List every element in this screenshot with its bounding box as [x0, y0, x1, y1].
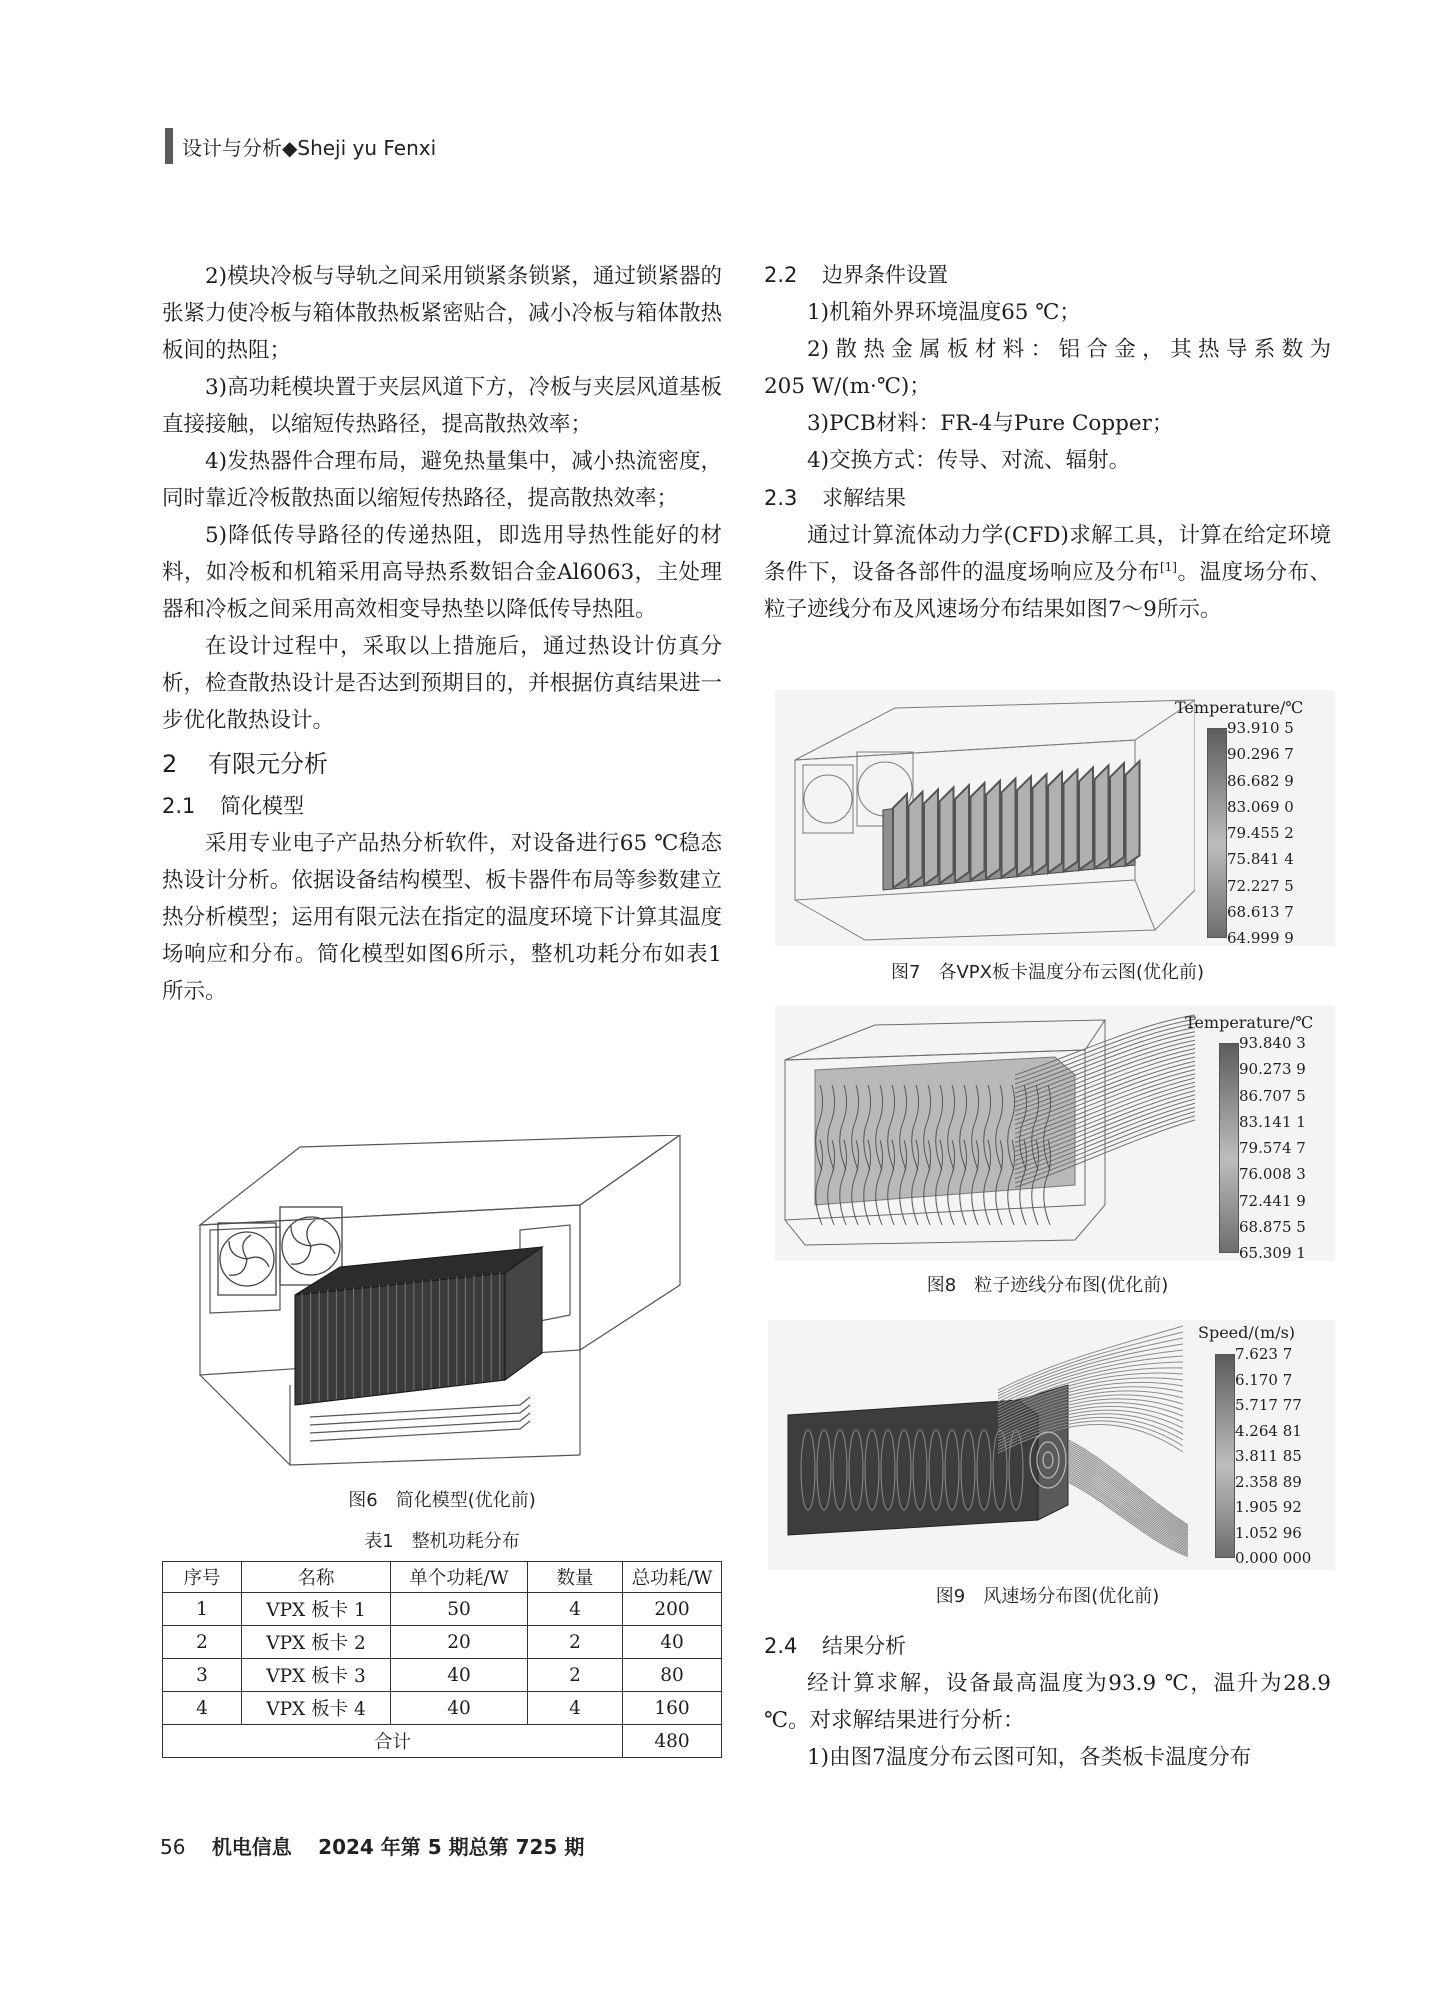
list-item: 4)交换方式：传导、对流、辐射。 [807, 448, 1131, 473]
legend-tick: 93.910 5 [1227, 719, 1294, 737]
legend-tick: 72.441 9 [1239, 1191, 1306, 1210]
subsection-title: 求解结果 [822, 486, 906, 510]
legend-tick: 1.052 96 [1235, 1523, 1302, 1542]
heat-sink-fin [1064, 770, 1078, 872]
legend-tick: 76.008 3 [1239, 1165, 1306, 1184]
legend-tick: 3.811 85 [1235, 1447, 1302, 1465]
table-cell: 1 [163, 1593, 242, 1626]
legend-tick: 90.296 7 [1227, 745, 1294, 764]
table-cell: VPX 板卡 3 [242, 1659, 391, 1692]
list-item: 2)散热金属板材料：铝合金，其热导系数为 [807, 337, 1331, 362]
paragraph-text: 通过计算流体动力学(CFD)求解工具，计算在给定环境条件下，设备各部件的温度场响应及分布 [764, 523, 1331, 585]
paragraph: 2)模块冷板与导轨之间采用锁紧条锁紧，通过锁紧器的张紧力使冷板与箱体散热板紧密贴合，减小冷板与箱体散热板间的热阻； [162, 264, 722, 363]
legend-tick: 68.613 7 [1227, 902, 1294, 921]
heat-sink-fin [909, 792, 923, 887]
legend-tick: 65.309 1 [1239, 1244, 1306, 1262]
list-item: 1)机箱外界环境温度65 ℃； [807, 300, 1081, 325]
streamline [1068, 1470, 1188, 1548]
paragraph: 经计算求解，设备最高温度为93.9 ℃，温升为28.9 ℃。对求解结果进行分析： [764, 1671, 1331, 1733]
heat-sink-fin [1079, 768, 1093, 870]
table-row [163, 1593, 722, 1626]
subsection-title: 简化模型 [220, 794, 304, 818]
table-cell: 40 [391, 1659, 528, 1692]
paragraph: 5)降低传导路径的传递热阻，即选用导热性能好的材料，如冷板和机箱采用高导热系数铝合金Al6063，主处理器和冷板之间采用高效相变导热垫以降低传导热阻。 [162, 523, 722, 622]
subsection-heading [764, 1627, 1331, 1665]
subsection-number: 2.4 [764, 1634, 798, 1658]
subsection-number: 2.3 [764, 486, 798, 510]
legend-tick: 90.273 9 [1239, 1060, 1306, 1079]
fig9-legend-ticks [1235, 1346, 1311, 1576]
fig7-fins [893, 761, 1140, 888]
legend-tick: 79.574 7 [1239, 1139, 1306, 1157]
heat-sink-fin [1126, 761, 1140, 866]
paragraph: 采用专业电子产品热分析软件，对设备进行65 ℃稳态热设计分析。依据设备结构模型、板卡器件布局等参数建立热分析模型；运用有限元法在指定的温度环境下计算其温度场响应和分布。简化模型如图6所示，整机功耗分布如表1所示。 [162, 831, 722, 1004]
subsection-title: 边界条件设置 [822, 263, 948, 287]
subsection-heading [162, 787, 722, 825]
table-cell: VPX 板卡 2 [242, 1626, 391, 1659]
table-cell: 50 [391, 1593, 528, 1626]
legend-tick: 5.717 77 [1235, 1396, 1302, 1414]
fig9-speed-field [768, 1320, 1335, 1570]
issue-info: 2024 年第 5 期总第 725 期 [318, 1835, 585, 1859]
legend-tick: 64.999 9 [1227, 929, 1294, 947]
citation: [1] [1159, 559, 1177, 574]
right-column-bottom [764, 1627, 1331, 1776]
table-row [163, 1626, 722, 1659]
table-cell: 4 [528, 1593, 623, 1626]
table-cell: 2 [528, 1659, 623, 1692]
fig7-model-render [775, 690, 1195, 946]
paragraph: 在设计过程中，采取以上措施后，通过热设计仿真分析，检查散热设计是否达到预期目的，并根据仿真结果进一步优化散热设计。 [162, 634, 722, 733]
fig8-particle-traces [775, 1005, 1335, 1261]
list-item-continued: 205 W/(m·℃)； [764, 374, 931, 399]
legend-tick: 7.623 7 [1235, 1345, 1293, 1363]
fig8-colorbar [1219, 1043, 1239, 1253]
fig7-caption: 图7 各VPX板卡温度分布云图(优化前) [891, 962, 1204, 983]
heat-sink-fin [1110, 763, 1124, 867]
fig9-legend-title: Speed/(m/s) [1198, 1323, 1296, 1342]
fig6-caption: 图6 简化模型(优化前) [348, 1490, 536, 1511]
list-item: 3)PCB材料：FR-4与Pure Copper； [807, 411, 1174, 436]
table-header-cell: 序号 [163, 1562, 242, 1593]
subsection-number: 2.1 [162, 794, 196, 818]
fig6-simplified-model [180, 1135, 700, 1475]
paragraph: 4)发热器件合理布局，避免热量集中，减小热流密度，同时靠近冷板散热面以缩短传热路径，提高散热效率； [162, 449, 722, 511]
legend-tick: 2.358 89 [1235, 1472, 1302, 1491]
table-cell: 200 [623, 1593, 722, 1626]
paragraph-text: 。温度场分布、粒子迹线分布及风速场分布结果如图7～9所示。 [764, 560, 1331, 622]
legend-tick: 75.841 4 [1227, 850, 1294, 869]
subsection-number: 2.2 [764, 263, 798, 287]
table-row [163, 1692, 722, 1725]
table-row [163, 1659, 722, 1692]
legend-tick: 72.227 5 [1227, 876, 1294, 895]
legend-tick: 0.000 000 [1235, 1549, 1312, 1567]
journal-name: 机电信息 [211, 1835, 292, 1859]
table-cell: 4 [163, 1692, 242, 1725]
legend-tick: 6.170 7 [1235, 1370, 1293, 1389]
section-number: 2 [162, 750, 178, 778]
fig9-colorbar [1215, 1354, 1235, 1558]
paragraph: 3)高功耗模块置于夹层风道下方，冷板与夹层风道基板直接接触，以缩短传热路径，提高散热效率； [162, 375, 722, 437]
table-header-cell: 总功耗/W [623, 1562, 722, 1593]
heat-sink-fin [986, 781, 1000, 879]
fig8-legend-title: Temperature/℃ [1185, 1013, 1314, 1032]
heat-sink-fin [971, 783, 985, 881]
table-total-label: 合计 [163, 1725, 623, 1758]
legend-tick: 83.069 0 [1227, 797, 1294, 816]
subsection-heading [764, 479, 1331, 517]
subsection-heading [764, 256, 1331, 294]
subsection-title: 结果分析 [822, 1634, 906, 1658]
fig7-legend-title: Temperature/℃ [1175, 698, 1304, 717]
section-heading [162, 741, 722, 787]
right-column-top [764, 256, 1331, 628]
fig7-temperature-contour [775, 690, 1335, 946]
paragraph [764, 517, 1331, 628]
table-cell: VPX 板卡 4 [242, 1692, 391, 1725]
heat-sink-fin [1048, 772, 1062, 873]
table-header-cell: 单个功耗/W [391, 1562, 528, 1593]
table-header-cell: 名称 [242, 1562, 391, 1593]
table-cell: 40 [391, 1692, 528, 1725]
fig7-legend-ticks [1227, 720, 1294, 956]
table-header-row [163, 1562, 722, 1593]
paragraph: 1)由图7温度分布云图可知，各类板卡温度分布 [807, 1745, 1252, 1770]
table-cell: 80 [623, 1659, 722, 1692]
heat-sink-fin [893, 794, 907, 888]
legend-tick: 4.264 81 [1235, 1421, 1302, 1440]
fig8-model-render [775, 1005, 1195, 1261]
section-title: 有限元分析 [208, 750, 328, 778]
legend-tick: 93.840 3 [1239, 1034, 1306, 1052]
table-cell: VPX 板卡 1 [242, 1593, 391, 1626]
heat-sink-fin [1002, 779, 1016, 878]
running-head [165, 128, 436, 164]
legend-tick: 86.707 5 [1239, 1086, 1306, 1105]
heat-sink-fin [1095, 765, 1109, 868]
legend-tick: 86.682 9 [1227, 771, 1294, 790]
table-cell: 20 [391, 1626, 528, 1659]
fig8-caption: 图8 粒子迹线分布图(优化前) [926, 1275, 1169, 1296]
fig9-model-render [768, 1320, 1188, 1570]
running-head-text: 设计与分析◆Sheji yu Fenxi [182, 135, 437, 160]
table-cell: 160 [623, 1692, 722, 1725]
page-number: 56 [160, 1835, 186, 1859]
heat-sink-fin [1017, 776, 1031, 876]
table1-caption: 表1 整机功耗分布 [364, 1531, 520, 1552]
running-head-bar [165, 128, 173, 164]
fig7-colorbar [1207, 728, 1227, 938]
table-total-row [163, 1725, 722, 1758]
table-cell: 2 [528, 1626, 623, 1659]
legend-tick: 79.455 2 [1227, 824, 1294, 842]
table-cell: 2 [163, 1626, 242, 1659]
table1-power-distribution [162, 1561, 722, 1758]
heat-sink-fin [940, 787, 954, 883]
table-cell: 4 [528, 1692, 623, 1725]
legend-tick: 68.875 5 [1239, 1217, 1306, 1236]
legend-tick: 1.905 92 [1235, 1498, 1302, 1516]
heat-sink-fin [924, 790, 938, 885]
table-header-cell: 数量 [528, 1562, 623, 1593]
table-total-value: 480 [623, 1725, 722, 1758]
heat-sink-fin [955, 785, 969, 882]
legend-tick: 83.141 1 [1239, 1112, 1306, 1131]
page-footer [160, 1831, 584, 1860]
fig9-caption: 图9 风速场分布图(优化前) [935, 1586, 1160, 1607]
table-cell: 40 [623, 1626, 722, 1659]
left-column [162, 258, 722, 1010]
table-cell: 3 [163, 1659, 242, 1692]
fig8-legend-ticks [1239, 1035, 1306, 1271]
streamline [1068, 1472, 1188, 1549]
heat-sink-fin [1033, 774, 1047, 874]
